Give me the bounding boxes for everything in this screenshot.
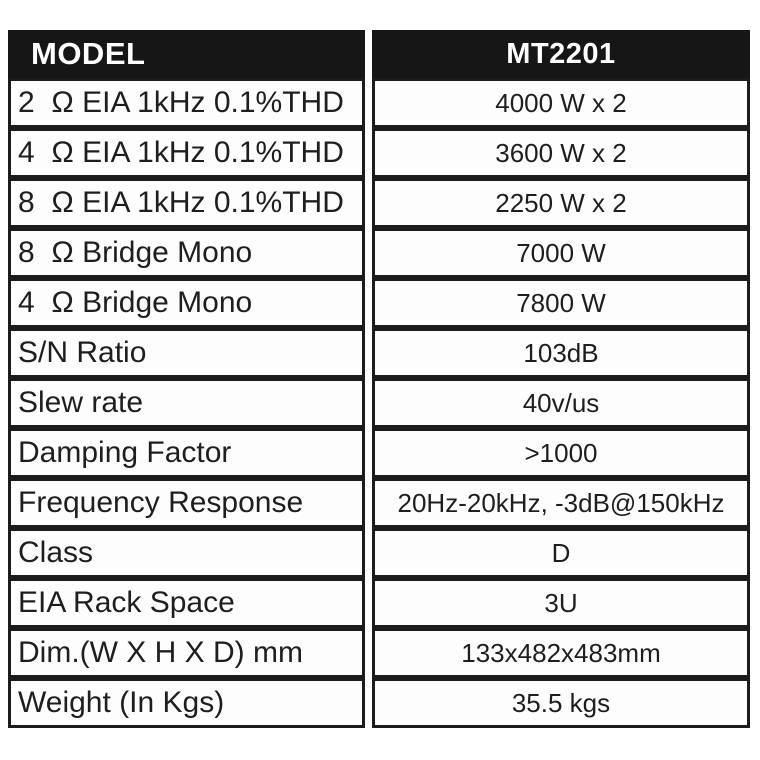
spec-row-value: 4000 W x 2: [495, 87, 627, 118]
spec-row-label-cell: [8, 378, 365, 428]
spec-row-label-cell: [8, 128, 365, 178]
spec-row-label-cell: [8, 428, 365, 478]
spec-row-label: 8 Ω EIA 1kHz 0.1%THD: [18, 186, 344, 219]
spec-row-label: 8 Ω Bridge Mono: [18, 236, 253, 269]
spec-row-label: 2 Ω EIA 1kHz 0.1%THD: [18, 86, 344, 119]
spec-row-label: Class: [18, 536, 94, 569]
spec-row-value-cell: [372, 228, 750, 278]
table-header-value-cell: [372, 30, 750, 78]
spec-row-label: EIA Rack Space: [18, 586, 235, 619]
spec-row-value-cell: [372, 128, 750, 178]
table-header-model-cell: [8, 30, 365, 78]
spec-row-value: 103dB: [523, 337, 599, 368]
spec-row-label-cell: [8, 628, 365, 678]
spec-row-value-cell: [372, 578, 750, 628]
spec-row-label-cell: [8, 278, 365, 328]
spec-row-label: Weight (In Kgs): [18, 686, 225, 719]
spec-row-label-cell: [8, 578, 365, 628]
spec-row-value: 20Hz-20kHz, -3dB@150kHz: [397, 487, 725, 518]
spec-row-value-cell: [372, 278, 750, 328]
spec-row-value: 2250 W x 2: [495, 187, 627, 218]
spec-table: [8, 30, 750, 728]
spec-row-value-cell: [372, 678, 750, 728]
spec-row-value-cell: [372, 78, 750, 128]
spec-row-label: Damping Factor: [18, 436, 232, 469]
spec-row-value: 7800 W: [516, 287, 606, 318]
spec-row-value: 3U: [544, 587, 578, 618]
spec-row-value-cell: [372, 628, 750, 678]
spec-row-label: 4 Ω Bridge Mono: [18, 286, 253, 319]
spec-row-value: >1000: [524, 437, 598, 468]
spec-row-label-cell: [8, 328, 365, 378]
spec-row-value: 7000 W: [516, 237, 606, 268]
spec-row-value: D: [551, 537, 571, 568]
spec-row-value: 40v/us: [522, 387, 600, 418]
spec-row-label-cell: [8, 478, 365, 528]
spec-row-label-cell: [8, 678, 365, 728]
spec-row-label: Frequency Response: [18, 486, 304, 519]
spec-row-label-cell: [8, 178, 365, 228]
spec-row-value-cell: [372, 528, 750, 578]
spec-row-label: S/N Ratio: [18, 336, 147, 369]
spec-row-label: Slew rate: [18, 386, 144, 419]
table-header-model-value: MT2201: [506, 37, 616, 70]
spec-row-label-cell: [8, 78, 365, 128]
table-header-model-label: MODEL: [31, 36, 146, 71]
spec-row-value-cell: [372, 478, 750, 528]
spec-row-value: 35.5 kgs: [511, 687, 611, 718]
spec-row-value: 3600 W x 2: [495, 137, 627, 168]
spec-row-value-cell: [372, 428, 750, 478]
spec-row-value-cell: [372, 178, 750, 228]
spec-row-value-cell: [372, 328, 750, 378]
spec-row-label-cell: [8, 528, 365, 578]
spec-row-value-cell: [372, 378, 750, 428]
spec-row-label: Dim.(W X H X D) mm: [18, 636, 303, 669]
spec-row-label: 4 Ω EIA 1kHz 0.1%THD: [18, 136, 344, 169]
spec-row-value: 133x482x483mm: [461, 637, 661, 668]
spec-row-label-cell: [8, 228, 365, 278]
